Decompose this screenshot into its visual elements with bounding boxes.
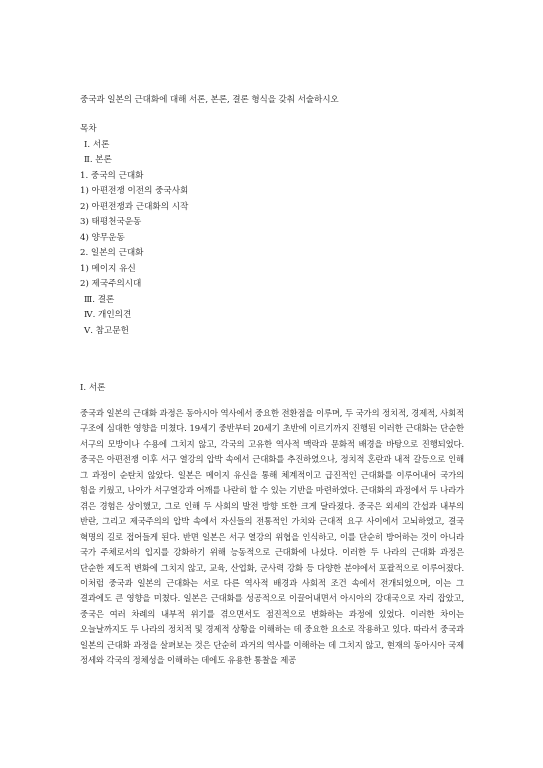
document-title: 중국과 일본의 근대화에 대해 서론, 본론, 결론 형식을 갖춰 서술하시오 (80, 95, 339, 105)
toc-item: Ⅱ. 본론 (84, 155, 112, 165)
toc-item: Ⅴ. 참고문헌 (84, 325, 129, 336)
toc-item: 2) 아편전쟁과 근대화의 시작 (80, 201, 189, 212)
table-of-contents (80, 122, 380, 339)
toc-item: 1. 중국의 근대화 (80, 170, 144, 181)
toc-item: 4) 양무운동 (80, 232, 125, 243)
toc-heading: 목차 (80, 124, 97, 134)
section-heading-introduction: Ⅰ. 서론 (80, 383, 106, 393)
toc-item: Ⅰ. 서론 (84, 139, 110, 150)
toc-item: Ⅳ. 개인의견 (84, 310, 132, 320)
toc-item: 1) 아편전쟁 이전의 중국사회 (80, 186, 189, 196)
toc-item: 3) 태평천국운동 (80, 217, 142, 227)
toc-item: Ⅲ. 결론 (84, 294, 115, 305)
toc-item: 1) 메이지 유신 (80, 263, 136, 274)
introduction-body-paragraph: 중국과 일본의 근대화 과정은 동아시아 역사에서 중요한 전환점을 이루며, 두 국가의 정치적, 경제적, 사회적 구조에 심대한 영향을 미쳤다. 19세기 중반부터 20세기 초반에 이르기까지 진행된 이러한 근대화는 단순한 서구의 모방이나 수용에 그치지 않고, 각국의 고유한 역사적 맥락과 문화적 배경을 바탕으로 진행되었다. 중국은 아편전쟁 이후 서구 열강의 압박 속에서 근대화를 추진하였으나, 정치적 혼란과 내적 갈등으로 인해 그 과정이 순탄치 않았다. 일본은 메이지 유신을 통해 체계적이고 급진적인 근대화를 이루어내어 국가의 힘을 키웠고, 나아가 서구열강과 어깨를 나란히 할 수 있는 기반을 마련하였다. 근대화의 과정에서 두 나라가 겪은 경험은 상이했고, 그로 인해 두 사회의 발전 방향 또한 크게 달라졌다. 중국은 외세의 간섭과 내부의 반란, 그리고 제국주의의 압박 속에서 자신들의 전통적인 가치와 근대적 요구 사이에서 고뇌하였고, 결국 혁명의 길로 접어들게 된다. 반면 일본은 서구 열강의 위협을 인식하고, 이를 단순히 방어하는 것이 아니라 국가 주체로서의 입지를 강화하기 위해 능동적으로 근대화에 나섰다. 이러한 두 나라의 근대화 과정은 단순한 제도적 변화에 그치지 않고, 교육, 산업화, 군사력 강화 등 다양한 분야에서 포괄적으로 이루어졌다. 이처럼 중국과 일본의 근대화는 서로 다른 역사적 배경과 사회적 조건 속에서 전개되었으며, 이는 그 결과에도 큰 영향을 미쳤다. 일본은 근대화를 성공적으로 이끌어내면서 아시아의 강대국으로 자리 잡았고, 중국은 여러 차례의 내부적 위기를 겪으면서도 점진적으로 변화하는 과정에 있었다. 이러한 차이는 오늘날까지도 두 나라의 정치적 및 경제적 상황을 이해하는 데 중요한 요소로 작용하고 있다. 따라서 중국과 일본의 근대화 과정을 살펴보는 것은 단순히 과거의 역사를 이해하는 데 그치지 않고, 현재의 동아시아 국제 정세와 각국의 정체성을 이해하는 데에도 유용한 통찰을 제공 (80, 408, 464, 666)
toc-item: 2. 일본의 근대화 (80, 248, 144, 258)
toc-item: 2) 제국주의시대 (80, 279, 142, 289)
